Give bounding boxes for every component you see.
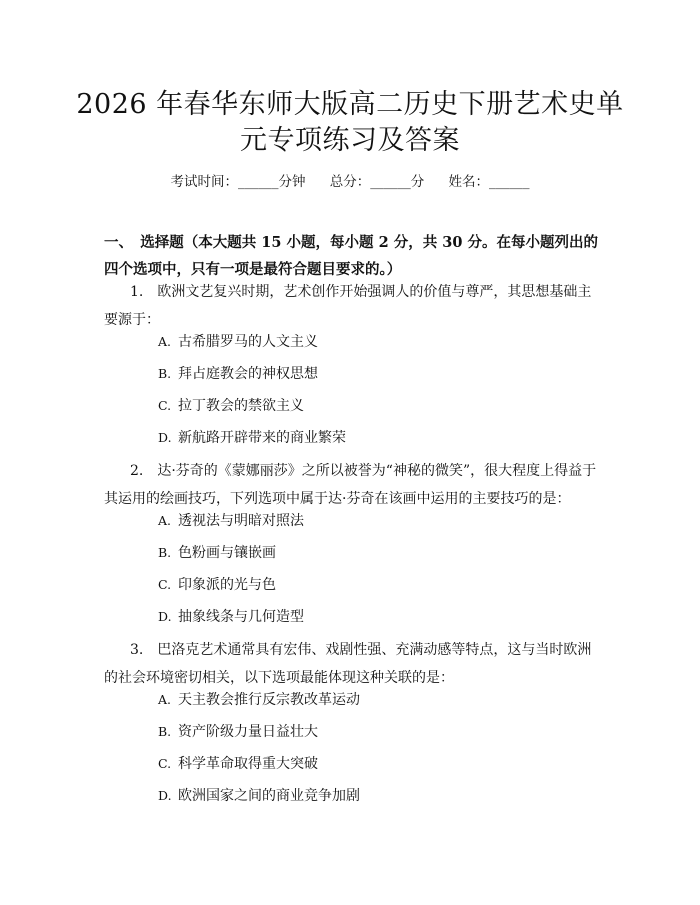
option-letter: D. bbox=[158, 430, 172, 445]
option-text: 拉丁教会的禁欲主义 bbox=[178, 398, 304, 414]
option-letter: A. bbox=[158, 692, 172, 707]
option-letter: D. bbox=[158, 609, 172, 624]
exam-meta bbox=[0, 170, 700, 190]
question-1-option-b bbox=[158, 364, 318, 384]
question-2-text: 2. 达·芬奇的《蒙娜丽莎》之所以被誉为“神秘的微笑”，很大程度上得益于其运用的绘画技巧，下列选项中属于达·芬奇在该画中运用的主要技巧的是： bbox=[104, 463, 597, 507]
option-letter: B. bbox=[158, 724, 172, 739]
option-text: 透视法与明暗对照法 bbox=[178, 513, 304, 529]
option-text: 欧洲国家之间的商业竞争加剧 bbox=[178, 788, 360, 804]
question-3-option-a bbox=[158, 690, 360, 710]
question-3-option-b bbox=[158, 722, 318, 742]
option-text: 抽象线条与几何造型 bbox=[178, 609, 304, 625]
question-3-text: 3. 巴洛克艺术通常具有宏伟、戏剧性强、充满动感等特点，这与当时欧洲的社会环境密切相关，以下选项最能体现这种关联的是： bbox=[104, 642, 592, 686]
option-text: 新航路开辟带来的商业繁荣 bbox=[178, 430, 346, 446]
option-letter: C. bbox=[158, 577, 172, 592]
question-2-option-b bbox=[158, 543, 276, 563]
question-2-option-c bbox=[158, 575, 276, 595]
exam-time-field: 考试时间：______分钟 bbox=[170, 174, 306, 190]
option-text: 印象派的光与色 bbox=[178, 577, 276, 593]
question-1-option-c bbox=[158, 396, 304, 416]
total-score-field: 总分：______分 bbox=[329, 174, 425, 190]
question-3-option-d bbox=[158, 786, 360, 806]
option-letter: B. bbox=[158, 366, 172, 381]
option-letter: C. bbox=[158, 398, 172, 413]
question-1-option-d bbox=[158, 428, 346, 448]
question-1-option-a bbox=[158, 332, 318, 352]
option-letter: C. bbox=[158, 756, 172, 771]
option-text: 天主教会推行反宗教改革运动 bbox=[178, 692, 360, 708]
student-name-field: 姓名：______ bbox=[448, 174, 530, 190]
question-3-option-c bbox=[158, 754, 318, 774]
option-letter: A. bbox=[158, 513, 172, 528]
option-text: 资产阶级力量日益壮大 bbox=[178, 724, 318, 740]
option-letter: D. bbox=[158, 788, 172, 803]
option-text: 科学革命取得重大突破 bbox=[178, 756, 318, 772]
question-2-option-d bbox=[158, 607, 304, 627]
section-heading-choice: 一、 选择题（本大题共 15 小题，每小题 2 分，共 30 分。在每小题列出的四个选项中，只有一项是最符合题目要求的。） bbox=[104, 234, 598, 278]
option-letter: B. bbox=[158, 545, 172, 560]
question-1-text: 1. 欧洲文艺复兴时期，艺术创作开始强调人的价值与尊严，其思想基础主要源于： bbox=[104, 284, 592, 328]
page-title-line-1: 2026 年春华东师大版高二历史下册艺术史单 bbox=[76, 89, 624, 120]
option-text: 古希腊罗马的人文主义 bbox=[178, 334, 318, 350]
page-title-line-2: 元专项练习及答案 bbox=[240, 125, 460, 156]
option-text: 色粉画与镶嵌画 bbox=[178, 545, 276, 561]
option-text: 拜占庭教会的神权思想 bbox=[178, 366, 318, 382]
question-2-option-a bbox=[158, 511, 304, 531]
option-letter: A. bbox=[158, 334, 172, 349]
